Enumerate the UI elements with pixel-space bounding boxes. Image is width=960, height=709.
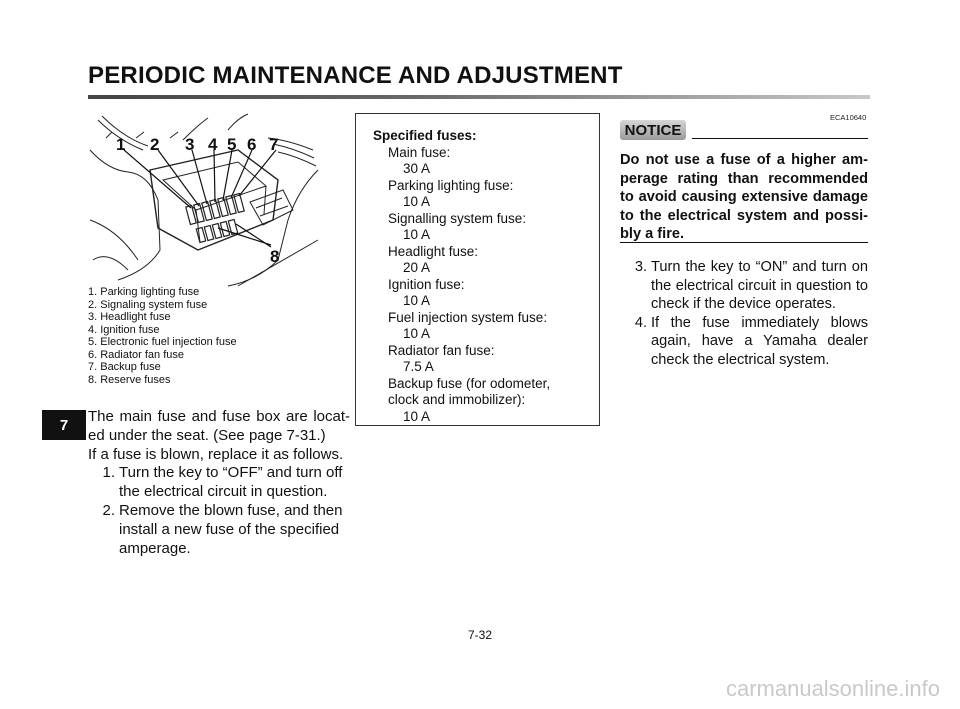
legend-item: 2. Signaling system fuse	[88, 298, 208, 311]
notice-rule-bottom	[620, 242, 868, 243]
spec-label: Headlight fuse:	[388, 243, 479, 259]
callout-7: 7	[269, 135, 279, 154]
instruction-lead: If a fuse is blown, replace it as follows.	[88, 445, 344, 463]
legend-item: 6. Radiator fan fuse	[88, 348, 185, 361]
spec-label: Fuel injection system fuse:	[388, 309, 548, 325]
spec-label: Signalling system fuse:	[388, 210, 527, 226]
page-title: PERIODIC MAINTENANCE AND ADJUSTMENT	[88, 62, 623, 89]
intro-paragraph: The main fuse and fuse box are locat-ed under the seat. (See page 7-31.)	[88, 408, 350, 444]
left-body-text	[88, 408, 350, 558]
notice-badge: NOTICE	[620, 120, 686, 140]
callout-3: 3	[185, 135, 195, 154]
notice-text: Do not use a fuse of a higher am-perage rating than recommended to avoid causing extensive damage to the electrical system and possi-bly a fire.	[620, 152, 868, 243]
legend-item: 8. Reserve fuses	[88, 373, 171, 386]
legend-item: 3. Headlight fuse	[88, 311, 171, 323]
legend-item: 5. Electronic fuel injection fuse	[88, 336, 237, 348]
right-steps	[620, 258, 868, 370]
fuse-box-drawing	[88, 110, 320, 288]
notice-rule-top	[692, 138, 868, 139]
step-item	[88, 464, 350, 502]
spec-label-continued: clock and immobilizer):	[388, 392, 526, 407]
page-number: 7-32	[467, 628, 493, 642]
spec-label: Backup fuse (for odometer,	[388, 375, 551, 391]
step-text: Remove the blown fuse, and then install a new fuse of the specified amperage.	[119, 501, 343, 557]
step-number: 1.	[102, 464, 115, 482]
chapter-tab: 7	[42, 410, 86, 440]
spec-value: 30 A	[403, 161, 431, 176]
callout-8: 8	[270, 247, 280, 266]
step-number: 3.	[634, 259, 647, 275]
spec-value: 10 A	[403, 293, 431, 308]
spec-value: 10 A	[403, 194, 431, 209]
step-text: Turn the key to “ON” and turn on the electrical circuit in question to check if the device operates.	[651, 259, 868, 313]
legend-item: 7. Backup fuse	[88, 361, 161, 373]
spec-title: Specified fuses:	[373, 128, 477, 143]
spec-label: Radiator fan fuse:	[388, 342, 495, 358]
spec-value: 7.5 A	[403, 359, 434, 374]
watermark: carmanualsonline.info	[725, 676, 940, 701]
spec-label: Main fuse:	[388, 144, 451, 160]
callout-4: 4	[208, 135, 218, 154]
step-text: Turn the key to “OFF” and turn off the electrical circuit in question.	[119, 464, 343, 501]
legend-item: 1. Parking lighting fuse	[88, 286, 200, 298]
spec-label: Parking lighting fuse:	[388, 177, 514, 193]
step-item	[620, 258, 868, 314]
step-item	[620, 314, 868, 370]
callout-1: 1	[116, 135, 126, 154]
caution-code: ECA10640	[830, 113, 867, 122]
step-number: 4.	[634, 314, 647, 331]
specified-fuses-box	[355, 113, 600, 426]
step-text: If the fuse immediately blows again, have a Yamaha dealer check the electrical system.	[651, 314, 868, 368]
step-item	[88, 502, 350, 558]
spec-value: 10 A	[403, 326, 431, 341]
callout-6: 6	[247, 135, 257, 154]
callout-5: 5	[227, 135, 237, 154]
spec-label: Ignition fuse:	[388, 276, 465, 292]
callout-2: 2	[150, 135, 160, 154]
spec-value: 20 A	[403, 260, 431, 275]
title-rule	[88, 95, 870, 99]
figure-legend	[88, 286, 237, 386]
spec-value: 10 A	[403, 408, 431, 424]
spec-value: 10 A	[403, 227, 431, 242]
step-number: 2.	[102, 501, 115, 519]
legend-item: 4. Ignition fuse	[88, 323, 160, 336]
fuse-box-illustration	[88, 110, 320, 288]
